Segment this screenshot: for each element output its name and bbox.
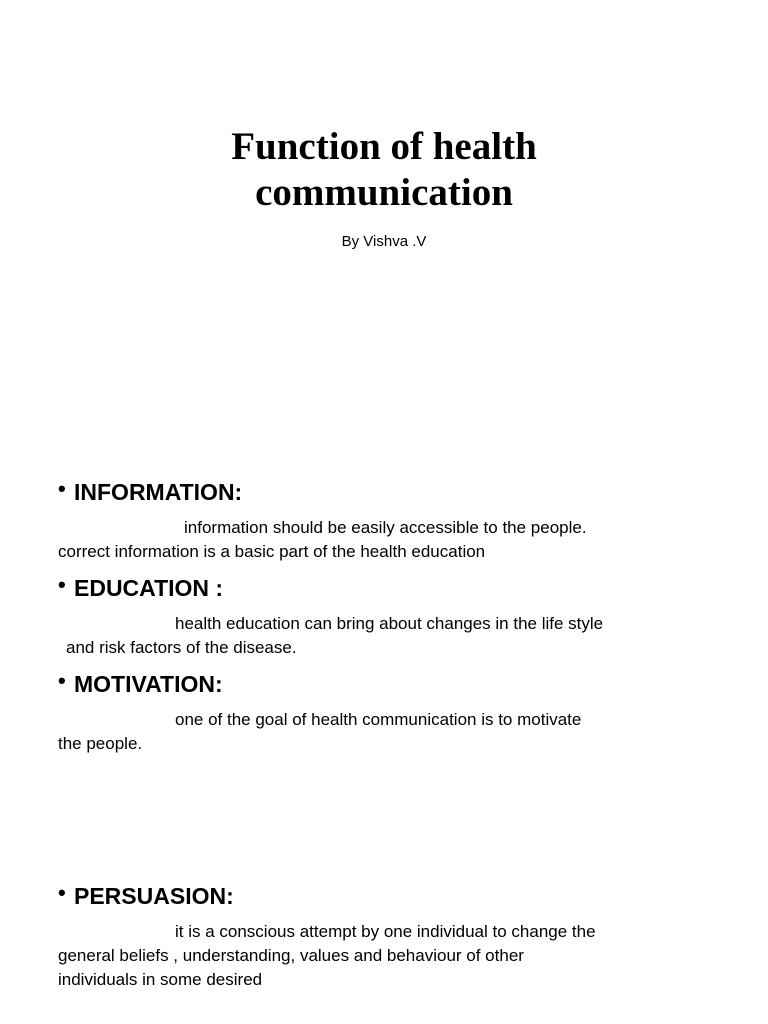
heading-text: PERSUASION: bbox=[74, 883, 234, 909]
section-body bbox=[58, 516, 718, 564]
section-body bbox=[58, 708, 718, 756]
body-line: general beliefs , understanding, values and behaviour of other bbox=[58, 946, 524, 965]
bullet-icon: • bbox=[58, 668, 66, 693]
body-line: correct information is a basic part of the health education bbox=[58, 542, 486, 561]
body-line: information should be easily accessible to the people. bbox=[184, 518, 587, 537]
body-line: individuals in some desired bbox=[58, 970, 263, 989]
author-byline: By Vishva .V bbox=[341, 233, 427, 250]
section-body bbox=[58, 920, 718, 992]
section-body bbox=[58, 612, 718, 660]
heading-text: INFORMATION: bbox=[74, 479, 243, 505]
section-persuasion bbox=[58, 882, 718, 992]
section-heading bbox=[58, 574, 718, 602]
body-line: the people. bbox=[58, 734, 143, 753]
body-line: health education can bring about changes in the life style bbox=[175, 614, 604, 633]
section-heading bbox=[58, 670, 718, 698]
heading-text: EDUCATION : bbox=[74, 575, 224, 601]
body-line: and risk factors of the disease. bbox=[66, 638, 297, 657]
body-line: it is a conscious attempt by one individual to change the bbox=[175, 922, 596, 941]
section-motivation bbox=[58, 670, 718, 756]
bullet-icon: • bbox=[58, 572, 66, 597]
section-heading bbox=[58, 478, 718, 506]
heading-text: MOTIVATION: bbox=[74, 671, 223, 697]
bullet-icon: • bbox=[58, 880, 66, 905]
page-title bbox=[0, 124, 768, 216]
section-education bbox=[58, 574, 718, 660]
title-line-2: communication bbox=[255, 171, 513, 214]
title-line-1: Function of health bbox=[231, 125, 537, 168]
section-information bbox=[58, 478, 718, 564]
bullet-icon: • bbox=[58, 476, 66, 501]
section-heading bbox=[58, 882, 718, 910]
body-line: one of the goal of health communication is to motivate bbox=[175, 710, 582, 729]
